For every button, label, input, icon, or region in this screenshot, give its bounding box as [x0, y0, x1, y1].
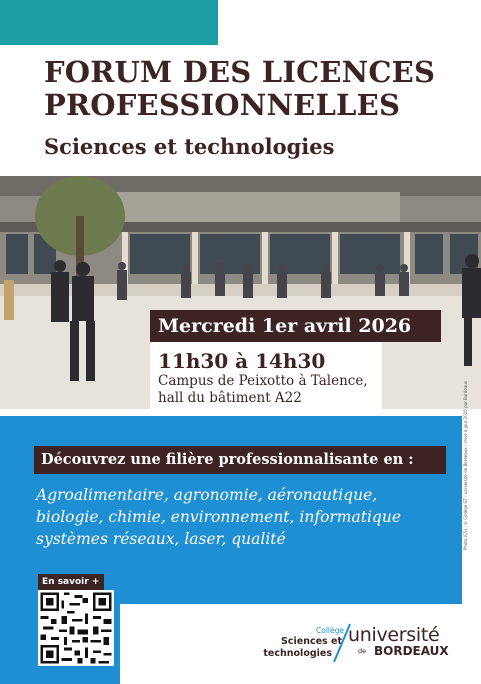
- qr-code-icon[interactable]: [38, 590, 114, 666]
- discover-heading: Découvrez une filière professionnalisante en :: [34, 446, 446, 474]
- title-line-2: PROFESSIONNELLES: [44, 88, 401, 122]
- logo-bordeaux: BORDEAUX: [374, 644, 449, 658]
- event-date: Mercredi 1er avril 2026: [150, 310, 441, 342]
- fields-line-1: Agroalimentaire, agronomie, aéronautique,: [36, 486, 378, 504]
- logo-de: de: [358, 647, 367, 655]
- learn-more-label: En savoir +: [38, 574, 104, 590]
- fields-line-2: biologie, chimie, environnement, informatique: [36, 508, 402, 526]
- poster-subtitle: Sciences et technologies: [44, 134, 335, 159]
- fields-line-3: systèmes réseaux, laser, qualité: [36, 530, 286, 548]
- logo-college-name-2: technologies: [263, 648, 332, 659]
- title-line-1: FORUM DES LICENCES: [44, 55, 436, 89]
- event-info: [150, 342, 382, 416]
- teal-accent-bar: [0, 0, 218, 45]
- logo-college-name-1: Sciences et: [281, 636, 342, 647]
- qr-code-graphic: [38, 590, 114, 666]
- fields-list: [36, 484, 456, 550]
- photo-credits: Photo (CS) : © Collège ST – université de Bordeaux – mise à jour 2025 par Bordeaux: [463, 380, 468, 550]
- logo-university: université: [348, 624, 440, 646]
- poster-title: [44, 56, 464, 122]
- event-place-line-1: Campus de Peixotto à Talence,: [158, 373, 368, 389]
- event-time: 11h30 à 14h30: [158, 349, 326, 373]
- event-place-line-2: hall du bâtiment A22: [158, 390, 302, 406]
- logo-college-label: Collège: [316, 626, 344, 635]
